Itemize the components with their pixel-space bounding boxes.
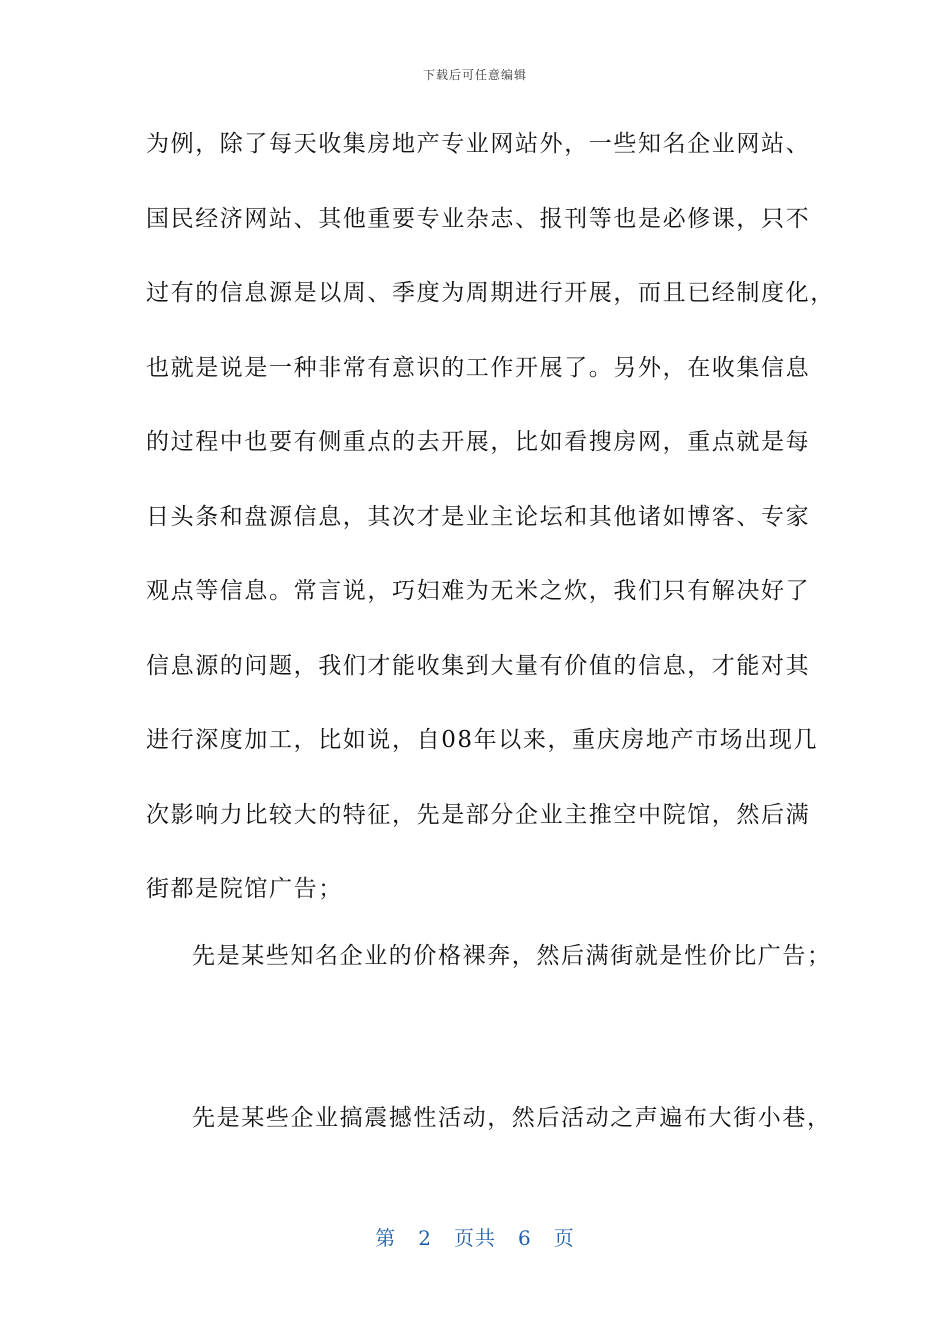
text-line: 也就是说是一种非常有意识的工作开展了。另外，在收集信息 [146,354,811,381]
text-line: 过有的信息源是以周、季度为周期进行开展，而且已经制度化， [146,280,835,306]
text-line: 进行深度加工，比如说，自08年以来，重庆房地产市场出现几 [146,727,819,753]
footer-current-page: 2 [418,1226,432,1250]
text-line: 观点等信息。常言说，巧妇难为无米之炊，我们只有解决好了 [146,578,811,604]
footer-total-pages: 6 [518,1226,532,1250]
paragraph-1 [146,120,835,940]
footer-suffix: 页 [553,1226,575,1250]
paragraph-3: 先是某些企业搞震撼性活动，然后活动之声遍布大街小巷， [192,1105,832,1131]
text-line: 次影响力比较大的特征，先是部分企业主推空中院馆，然后满 [146,801,811,828]
page-header: 下载后可任意编辑 [422,68,527,82]
text-line: 国民经济网站、其他重要专业杂志、报刊等也是必修课，只不 [146,205,811,232]
text-line: 街都是院馆广告； [146,876,343,902]
footer-middle: 页共 [454,1226,496,1250]
text-line: 为例，除了每天收集房地产专业网站外，一些知名企业网站、 [146,131,811,157]
text-line: 信息源的问题，我们才能收集到大量有价值的信息，才能对其 [146,652,811,679]
page-number-footer [0,1222,950,1251]
text-line: 日头条和盘源信息，其次才是业主论坛和其他诸如博客、专家 [146,503,811,530]
text-line: 的过程中也要有侧重点的去开展，比如看搜房网，重点就是每 [146,429,811,455]
footer-prefix: 第 [375,1226,397,1250]
paragraph-2: 先是某些知名企业的价格裸奔，然后满街就是性价比广告； [192,943,832,969]
